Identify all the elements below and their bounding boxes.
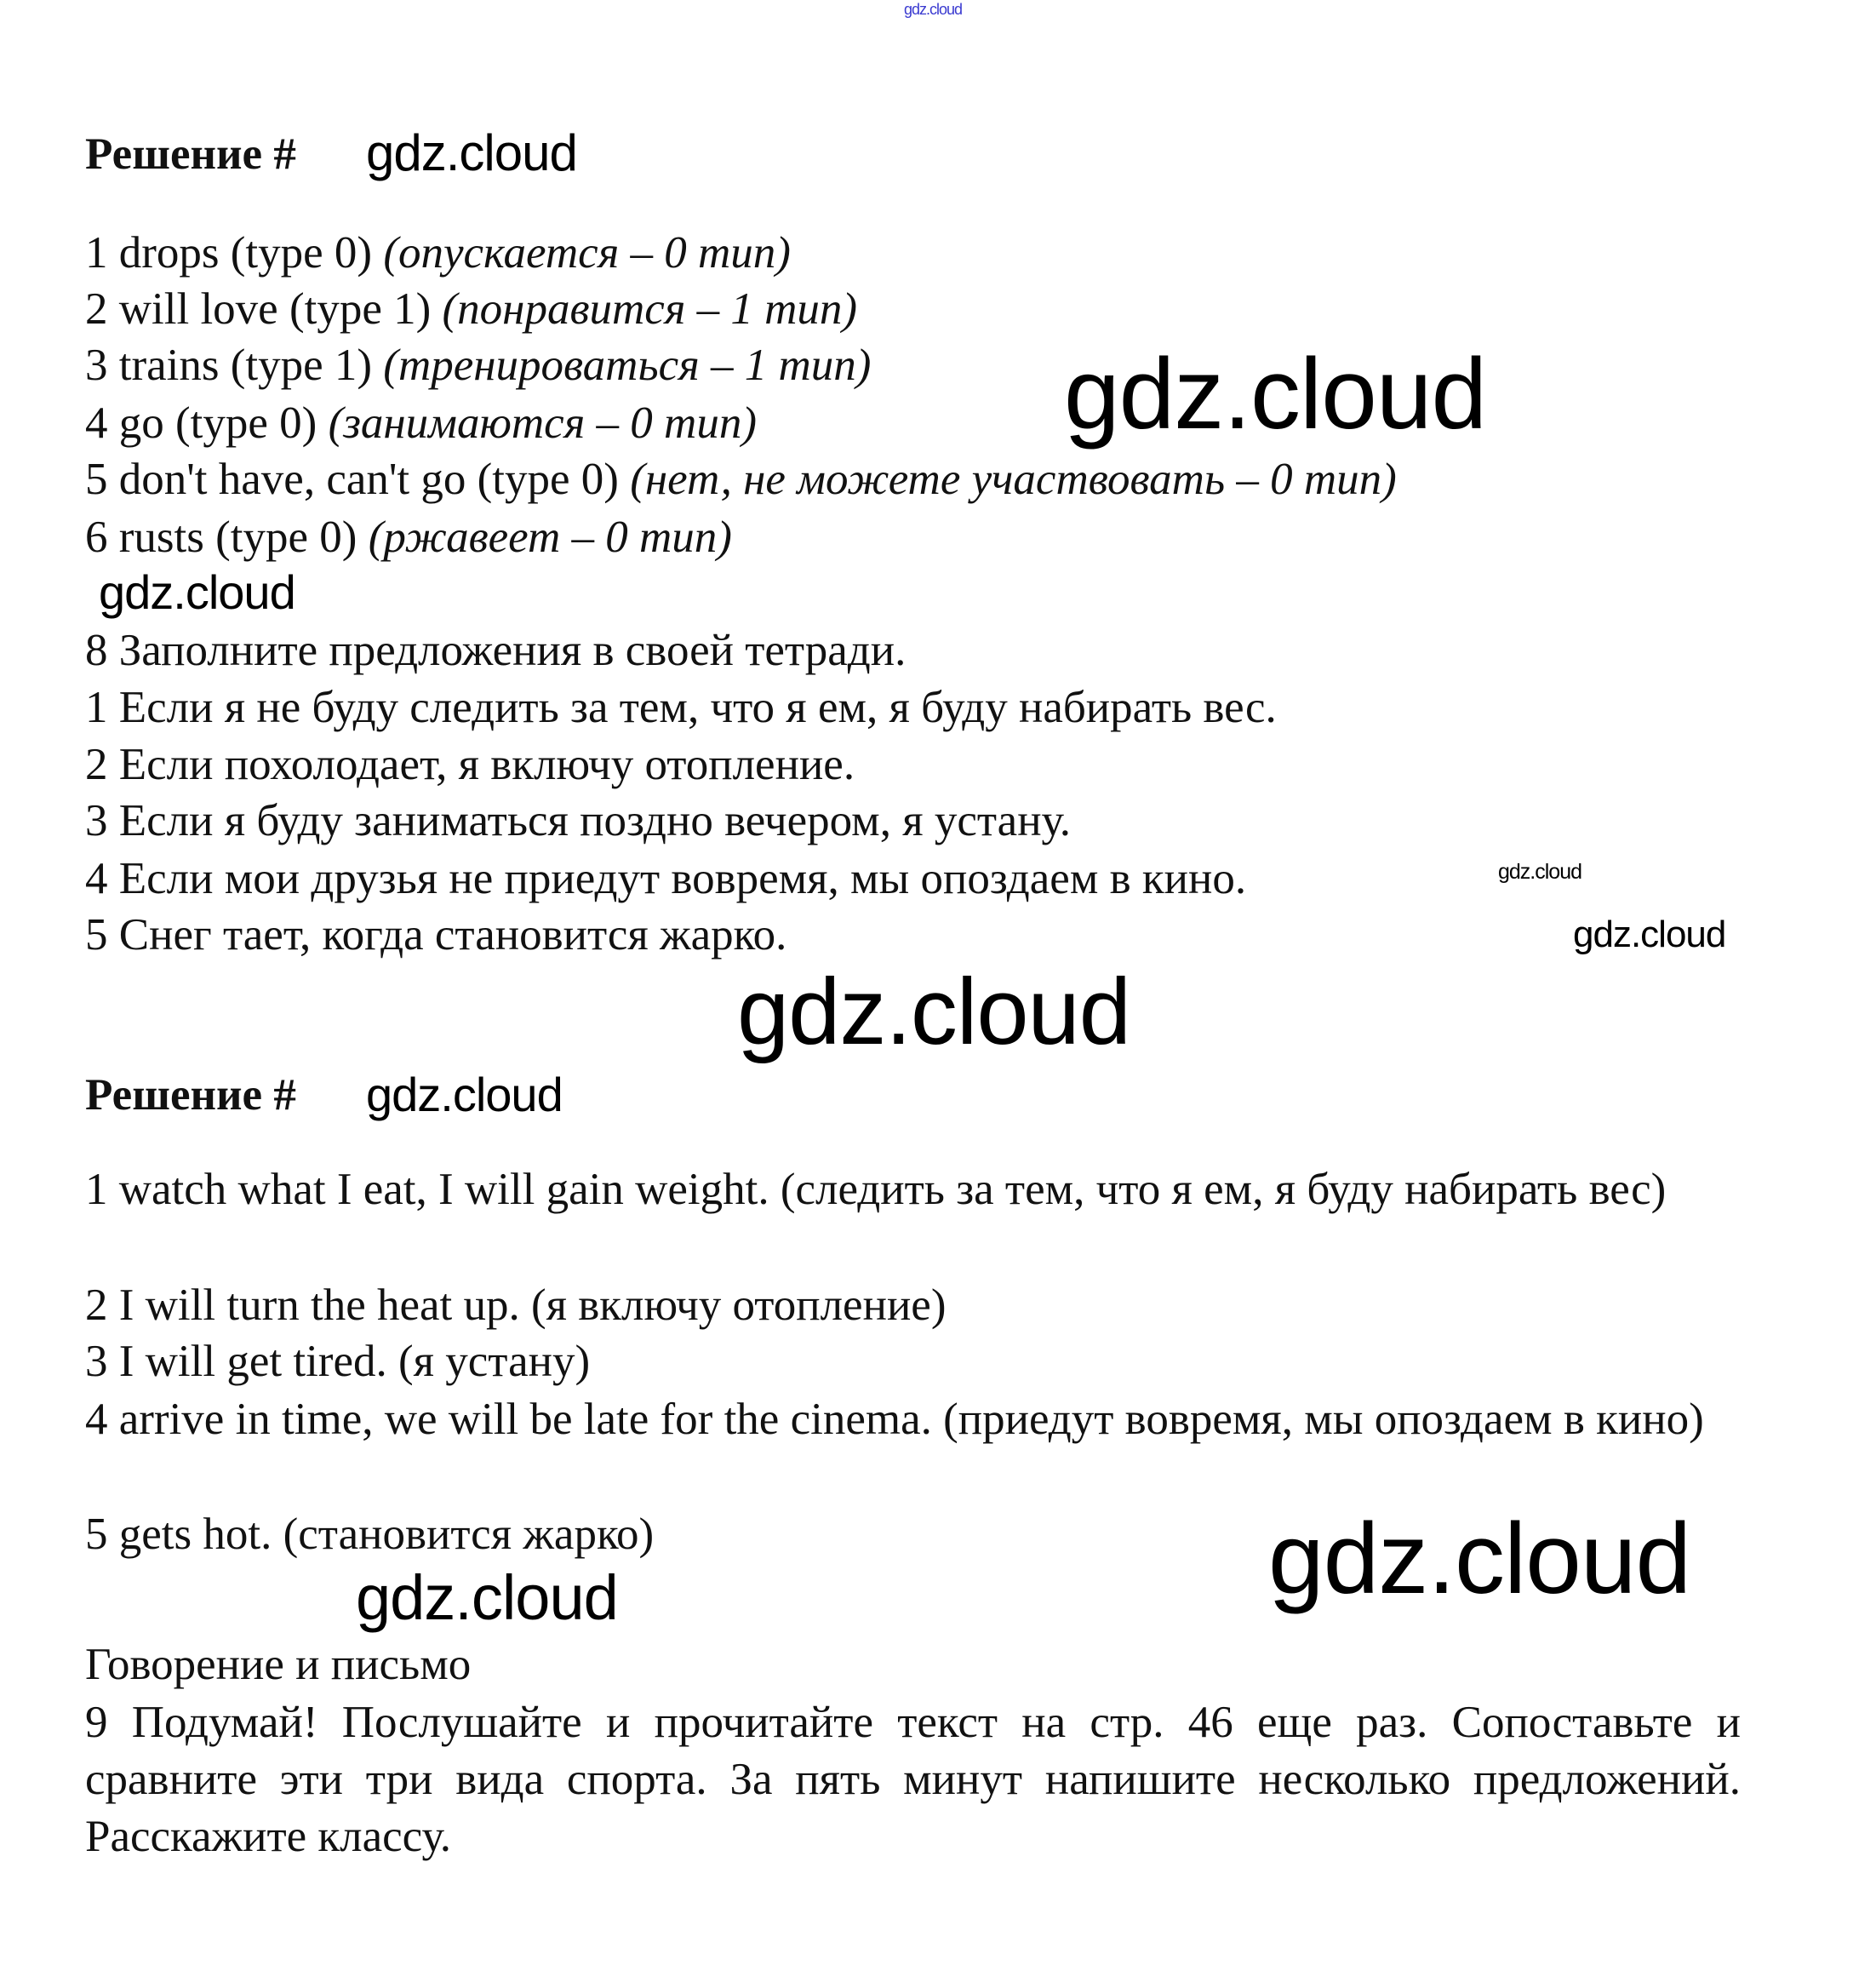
- answer-2-line-3: 3 I will get tired. (я устану): [85, 1337, 591, 1386]
- answer-line-2: [85, 281, 857, 337]
- watermark: gdz.cloud: [366, 124, 577, 181]
- answer-en: 2 will love (type 1): [85, 284, 432, 334]
- task-8-item: 4 Если мои друзья не приедут вовремя, мы опоздаем в кино.: [85, 854, 1247, 903]
- answer-ru: (нет, не можете участвовать – 0 тип): [630, 455, 1397, 504]
- answer-ru: (понравится – 1 тип): [442, 284, 858, 334]
- answer-line-5: [85, 451, 1397, 507]
- answer-line-3: [85, 337, 871, 393]
- task-8-item: 5 Снег тает, когда становится жарко.: [85, 910, 787, 960]
- task-9-text: 9 Подумай! Послушайте и прочитайте текст на стр. 46 еще раз. Сопоставьте и сравните эти три вида спорта. За пять минут напишите несколько предложений. Расскажите классу.: [85, 1698, 1741, 1861]
- section-title-speaking-writing: Говорение и письмо: [85, 1640, 472, 1689]
- task-8-title: 8 Заполните предложения в своей тетради.: [85, 626, 907, 675]
- answer-en: 4 go (type 0): [85, 398, 317, 448]
- task-8-item: 1 Если я не буду следить за тем, что я ем, я буду набирать вес.: [85, 683, 1277, 732]
- watermark: gdz.cloud: [1498, 860, 1582, 884]
- task-8-item: 2 Если похолодает, я включу отопление.: [85, 740, 855, 789]
- answer-2-line-1: 1 watch what I eat, I will gain weight. (следить за тем, что я ем, я буду набирать вес): [85, 1165, 1667, 1214]
- watermark-top: gdz.cloud: [904, 1, 963, 18]
- answer-en: 1 drops (type 0): [85, 228, 373, 278]
- answer-ru: (тренироваться – 1 тип): [383, 341, 872, 390]
- watermark: gdz.cloud: [356, 1562, 618, 1633]
- answer-en: 3 trains (type 1): [85, 341, 373, 390]
- solution-heading-2: Решение #: [85, 1070, 296, 1120]
- watermark: gdz.cloud: [1573, 914, 1726, 955]
- answer-en: 5 don't have, can't go (type 0): [85, 455, 619, 504]
- answer-ru: (занимаются – 0 тип): [328, 398, 757, 448]
- answer-ru: (ржавеет – 0 тип): [368, 513, 732, 562]
- watermark: gdz.cloud: [99, 565, 295, 619]
- answer-2-line-5: 5 gets hot. (становится жарко): [85, 1510, 655, 1559]
- watermark: gdz.cloud: [1268, 1503, 1691, 1615]
- answer-line-1: [85, 225, 791, 281]
- task-8-item: 3 Если я буду заниматься поздно вечером, я устану.: [85, 796, 1072, 845]
- watermark: gdz.cloud: [737, 960, 1130, 1064]
- answer-2-line-4: 4 arrive in time, we will be late for the cinema. (приедут вовремя, мы опоздаем в кино): [85, 1395, 1704, 1444]
- answer-line-6: [85, 509, 732, 565]
- answer-en: 6 rusts (type 0): [85, 513, 357, 562]
- answer-line-4: [85, 395, 757, 451]
- watermark: gdz.cloud: [1064, 338, 1487, 450]
- solution-heading-1: Решение #: [85, 129, 296, 179]
- watermark: gdz.cloud: [366, 1068, 563, 1121]
- answer-ru: (опускается – 0 тип): [383, 228, 791, 278]
- answer-2-line-2: 2 I will turn the heat up. (я включу отопление): [85, 1280, 947, 1330]
